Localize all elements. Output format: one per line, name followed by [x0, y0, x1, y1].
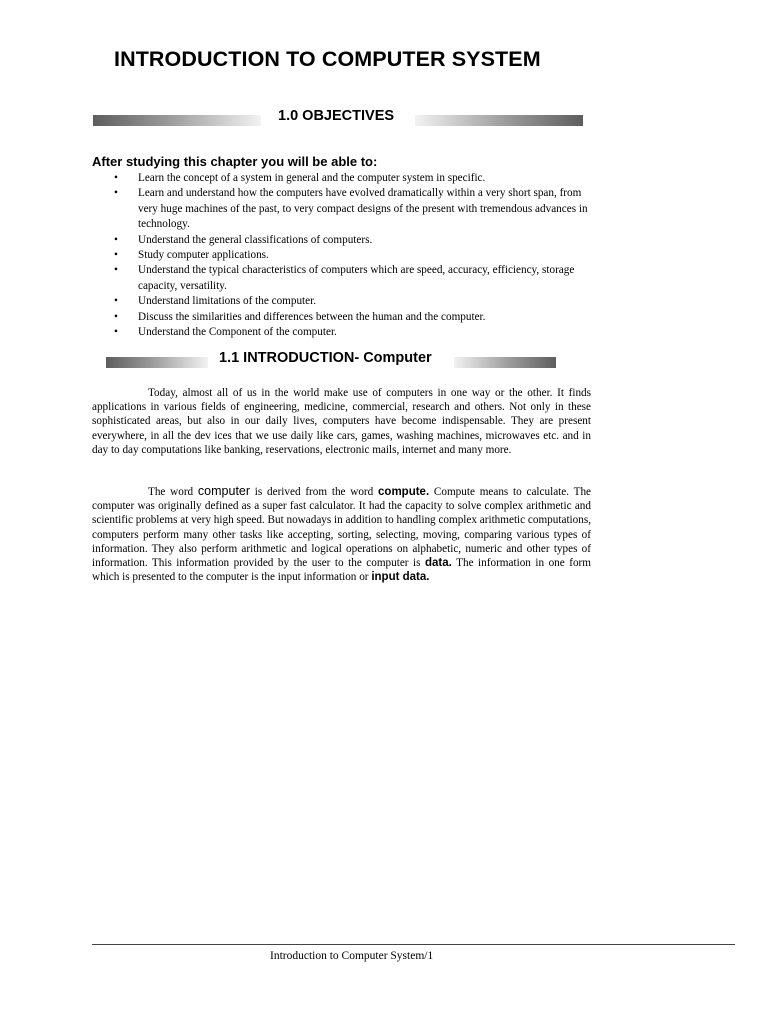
objective-text: Understand the typical characteristics of computers which are speed, accuracy, efficiency, storage capacity, versatility. [138, 264, 575, 292]
objective-item [92, 263, 593, 294]
bullet-icon: • [114, 187, 118, 200]
paragraph-text: Today, almost all of us in the world make use of computers in one way or the other. It finds applications in various fields of engineering, medicine, commercial, research and others. Not only in these sophisticated areas, but also in our daily lives, computers have become indispensable. They are present everywhere, in all the dev ices that we use daily like cars, games, washing machines, microwaves etc. and in day to day computations like banking, reservations, electronic mails, internet and many more. [92, 387, 591, 456]
section-bar-left-decoration [93, 115, 261, 126]
objective-text: Understand limitations of the computer. [138, 295, 317, 308]
objectives-list [92, 171, 593, 340]
paragraph-text-segment: Compute means to calculate. The computer was originally defined as a super fast calculator. It had the capacity to solve complex arithmetic and scientific problems at very high speed. But nowadays in addition to handling complex arithmetic computations, computers perform many other tasks like accepting, sorting, selecting, moving, comparing various types of information. They also perform arithmetic and logical operations on alphabetic, numeric and other types of information. This information provided by the user to the computer is [92, 486, 592, 570]
footer-divider [92, 944, 735, 945]
term-compute: compute. [378, 486, 430, 498]
section-bar-right-decoration [415, 115, 583, 126]
objective-item [92, 310, 593, 325]
objectives-section-header [93, 108, 583, 126]
bullet-icon: • [114, 295, 118, 308]
bullet-icon: • [114, 326, 118, 339]
objective-item [92, 171, 593, 186]
objective-text: Learn and understand how the computers have evolved dramatically within a very short span, from very huge machines of the past, to very compact designs of the present with tremendous advances in technology. [138, 187, 588, 231]
section-bar-right-decoration [454, 357, 556, 368]
objective-item [92, 325, 593, 340]
page-footer: Introduction to Computer System/1 [270, 950, 434, 962]
objective-text: Study computer applications. [138, 249, 269, 262]
paragraph-text-segment: The word [148, 486, 198, 498]
objective-item [92, 186, 593, 232]
introduction-paragraph-1 [92, 386, 591, 457]
bullet-icon: • [114, 172, 118, 184]
term-data: data. [425, 557, 452, 570]
bullet-icon: • [114, 249, 118, 262]
objective-item [92, 248, 593, 263]
bullet-icon: • [114, 264, 118, 277]
objective-item [92, 294, 593, 309]
paragraph-text-segment: The information in one form which is presented to the computer is the input information or [92, 557, 591, 584]
introduction-paragraph-2 [92, 484, 591, 584]
bullet-icon: • [114, 310, 118, 323]
introduction-section-header [106, 350, 556, 368]
term-input-data: input data. [371, 571, 430, 584]
objectives-intro: After studying this chapter you will be able to: [92, 154, 378, 169]
bullet-icon: • [114, 233, 118, 246]
section-bar-left-decoration [106, 357, 208, 368]
objective-text: Understand the Component of the computer. [138, 326, 337, 339]
introduction-heading: 1.1 INTRODUCTION- Computer [219, 350, 432, 366]
paragraph-text-segment: is derived from the word [250, 486, 379, 498]
objective-text: Understand the general classifications of computers. [138, 233, 373, 246]
document-title: INTRODUCTION TO COMPUTER SYSTEM [114, 47, 541, 71]
objective-text: Discuss the similarities and differences between the human and the computer. [138, 310, 486, 323]
objective-text: Learn the concept of a system in general and the computer system in specific. [138, 172, 486, 184]
objectives-heading: 1.0 OBJECTIVES [278, 108, 395, 124]
term-computer: computer [197, 484, 251, 498]
objective-item [92, 233, 593, 248]
